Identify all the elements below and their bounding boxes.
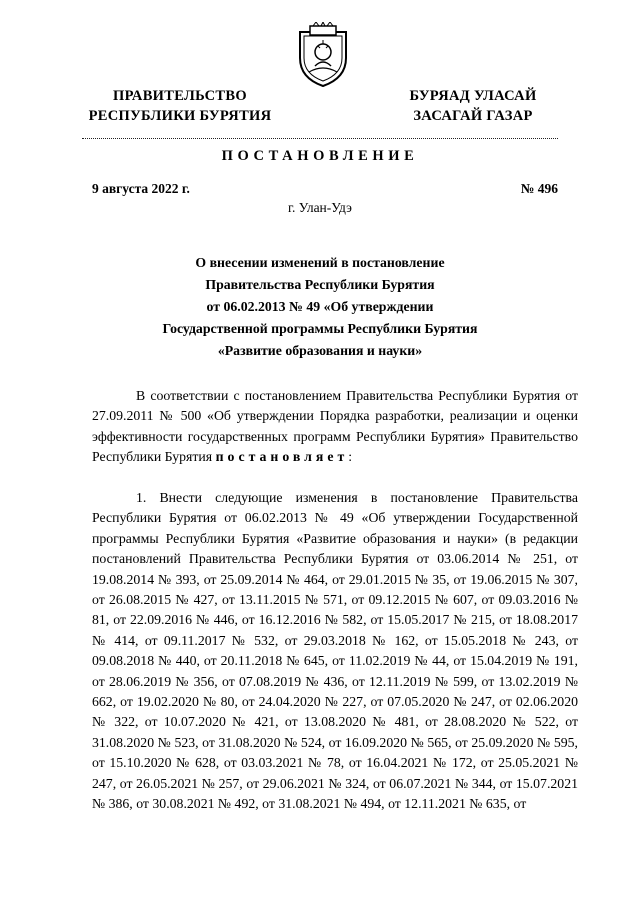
title-line: Правительства Республики Бурятия: [205, 277, 435, 292]
title-line: «Развитие образования и науки»: [217, 343, 423, 358]
document-number: № 496: [520, 181, 558, 196]
document-type: ПОСТАНОВЛЕНИЕ: [221, 148, 419, 164]
title-line: от 06.02.2013 № 49 «Об утверждении: [206, 299, 434, 314]
preamble-paragraph: [92, 386, 578, 468]
header-left-line1: ПРАВИТЕЛЬСТВО: [113, 88, 247, 104]
document-date: 9 августа 2022 г.: [92, 181, 190, 196]
header-divider: [82, 138, 558, 139]
resolution-keyword: постановляет: [215, 449, 349, 465]
title-line: Государственной программы Республики Бурятия: [162, 321, 478, 336]
document-city: г. Улан-Удэ: [288, 200, 352, 215]
header-left-line2: РЕСПУБЛИКИ БУРЯТИЯ: [88, 108, 272, 124]
coat-of-arms-icon: [296, 22, 350, 88]
government-header-russian: [80, 86, 280, 126]
header-right-line2: ЗАСАГАЙ ГАЗАР: [413, 108, 533, 124]
title-line: О внесении изменений в постановление: [195, 255, 445, 270]
header-right-line1: БУРЯАД УЛАСАЙ: [409, 88, 537, 104]
preamble-end: :: [348, 449, 353, 465]
preamble-text: В соответствии с постановлением Правительства Республики Бурятия от 27.09.2011 № 500 «Об утверждении Порядка разработки, реализации и оценки эффективности государственных программ Республики Бурятия» Правительство Республики Бурятия: [92, 388, 578, 465]
item-1-paragraph: 1. Внести следующие изменения в постановление Правительства Республики Бурятия от 06.02.2013 № 49 «Об утверждении Государственной программы Республики Бурятия «Развитие образования и науки» (в редакции постановлений Правительства Республики Бурятия от 03.06.2014 № 251, от 19.08.2014 № 393, от 25.09.2014 № 464, от 29.01.2015 № 35, от 19.06.2015 № 307, от 26.08.2015 № 427, от 13.11.2015 № 571, от 09.12.2015 № 607, от 09.03.2016 № 81, от 22.09.2016 № 446, от 16.12.2016 № 582, от 15.05.2017 № 215, от 18.08.2017 № 414, от 09.11.2017 № 532, от 29.03.2018 № 162, от 15.05.2018 № 243, от 09.08.2018 № 440, от 20.11.2018 № 645, от 11.02.2019 № 44, от 15.04.2019 № 191, от 28.06.2019 № 356, от 07.08.2019 № 436, от 12.11.2019 № 599, от 13.02.2019 № 662, от 19.02.2020 № 80, от 24.04.2020 № 227, от 07.05.2020 № 247, от 02.06.2020 № 322, от 10.07.2020 № 421, от 13.08.2020 № 481, от 28.08.2020 № 522, от 31.08.2020 № 523, от 31.08.2020 № 524, от 16.09.2020 № 565, от 25.09.2020 № 595, от 15.10.2020 № 628, от 03.03.2021 № 78, от 16.04.2021 № 172, от 25.05.2021 № 247, от 26.05.2021 № 257, от 29.06.2021 № 324, от 06.07.2021 № 344, от 15.07.2021 № 386, от 30.08.2021 № 492, от 31.08.2021 № 494, от 12.11.2021 № 635, от: [92, 490, 578, 812]
document-title: [120, 252, 520, 362]
government-header-buryat: [388, 86, 558, 126]
